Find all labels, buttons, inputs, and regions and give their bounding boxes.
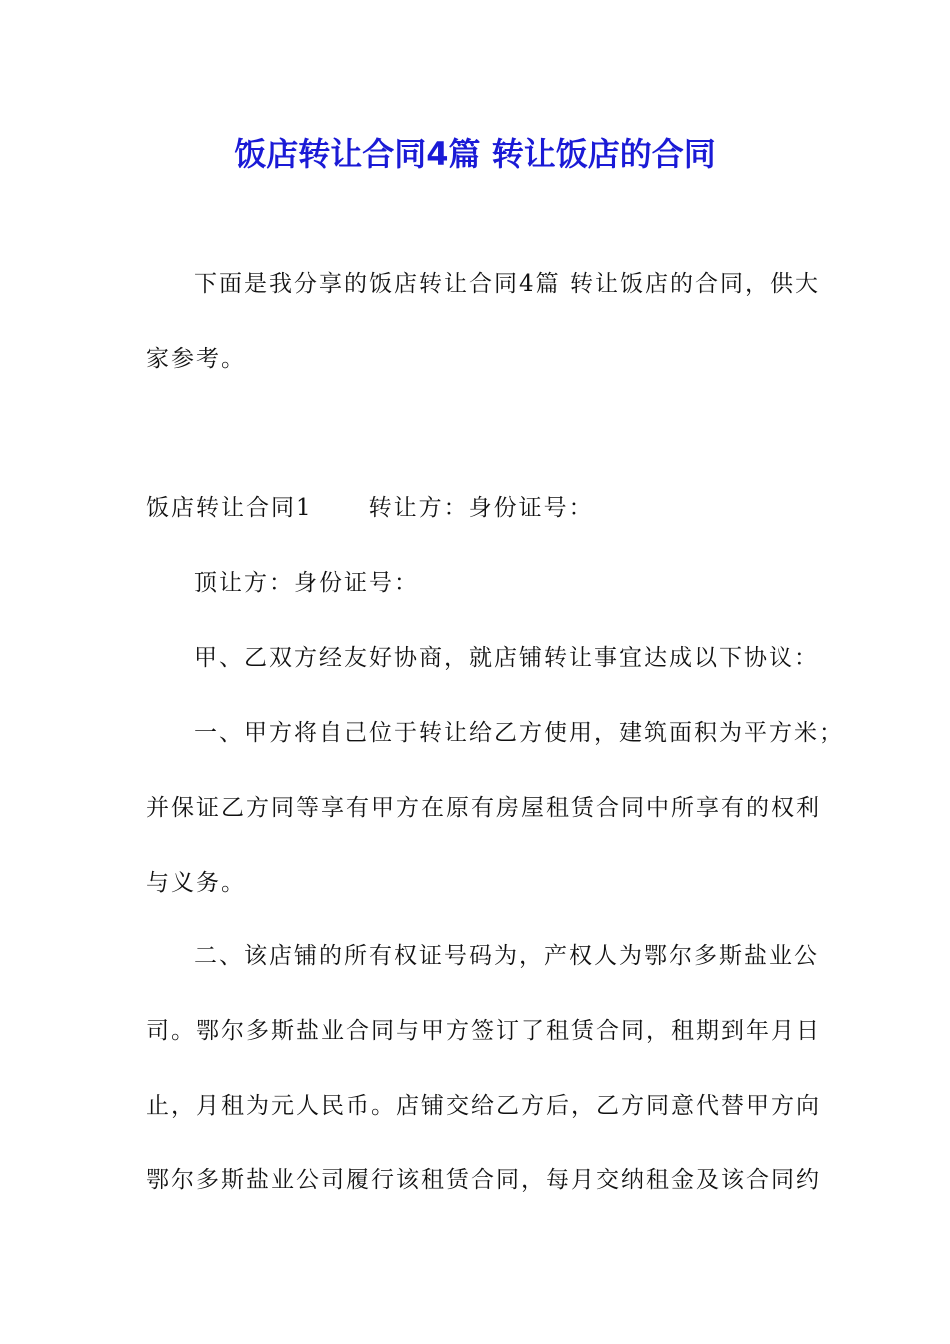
preamble-line: 甲、乙双方经友好协商，就店铺转让事宜达成以下协议： [194, 645, 819, 671]
intro-line-2: 家参考。 [146, 346, 246, 372]
clause2-line-4: 鄂尔多斯盐业公司履行该租赁合同，每月交纳租金及该合同约 [146, 1167, 821, 1193]
document-title: 饭店转让合同4篇 转让饭店的合同 [234, 135, 716, 173]
clause2-line-3: 止，月租为元人民币。店铺交给乙方后，乙方同意代替甲方向 [146, 1093, 821, 1119]
transferee-line: 顶让方：身份证号： [194, 570, 419, 596]
section-heading-row [146, 492, 806, 524]
clause1-line-1: 一、甲方将自己位于转让给乙方使用，建筑面积为平方米； [194, 720, 844, 746]
transferor-line: 转让方：身份证号： [368, 495, 594, 521]
clause2-line-2: 司。鄂尔多斯盐业合同与甲方签订了租赁合同，租期到年月日 [146, 1018, 821, 1044]
clause2-line-1: 二、该店铺的所有权证号码为，产权人为鄂尔多斯盐业公 [194, 943, 819, 969]
clause1-line-3: 与义务。 [146, 870, 246, 896]
intro-line-1: 下面是我分享的饭店转让合同4篇 转让饭店的合同，供大 [194, 271, 820, 297]
clause1-line-2: 并保证乙方同等享有甲方在原有房屋租赁合同中所享有的权利 [146, 795, 821, 821]
section-heading: 饭店转让合同1 [146, 495, 313, 521]
